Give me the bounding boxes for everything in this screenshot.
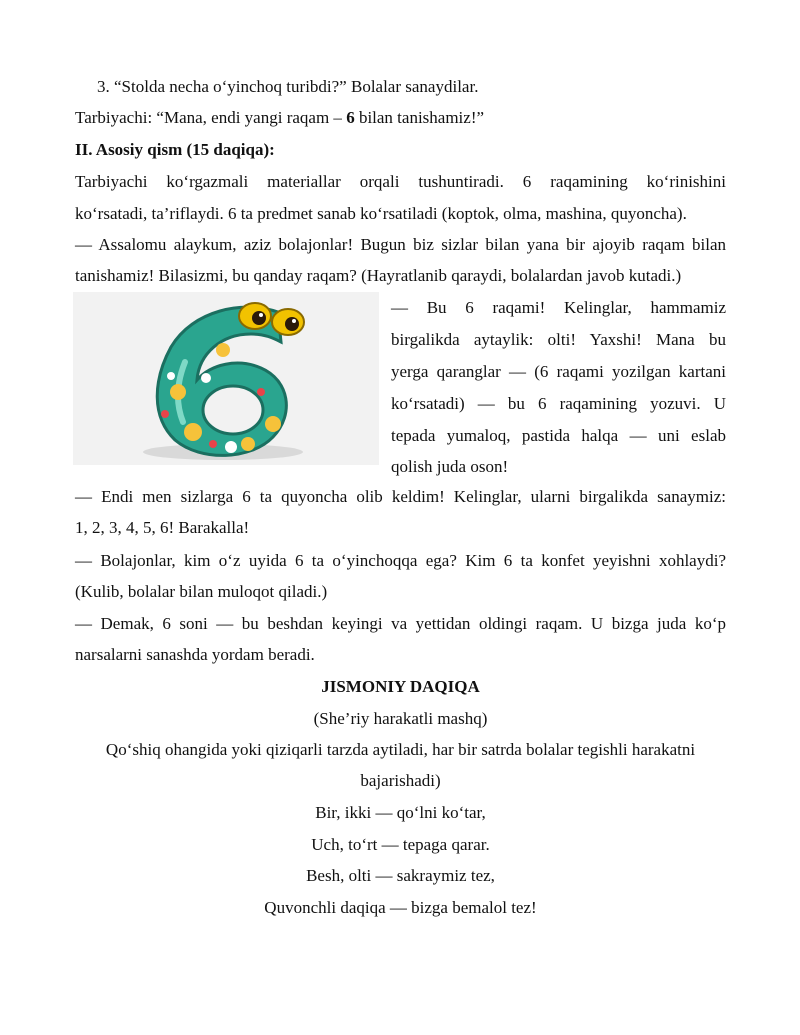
paragraph-line: Tarbiyachi ko‘rgazmali materiallar orqali tushuntiradi. 6 raqamining ko‘rinishini xyxy=(75,172,726,191)
poem-line: Besh, olti — sakraymiz tez, xyxy=(306,866,495,885)
wrapped-line: — Bu 6 raqami! Kelinglar, hammamiz xyxy=(391,298,726,317)
number-six-bold: 6 xyxy=(346,108,355,127)
section-title: JISMONIY DAQIQA xyxy=(321,677,480,696)
paragraph-line: (Kulib, bolalar bilan muloqot qiladi.) xyxy=(75,582,328,601)
section-heading: II. Asosiy qism (15 daqiqa): xyxy=(75,140,275,159)
note-line: Qo‘shiq ohangida yoki qiziqarli tarzda aytiladi, har bir satrda bolalar tegishli harakatni xyxy=(105,740,696,759)
teacher-intro-line xyxy=(75,102,726,133)
poem-line: Uch, to‘rt — tepaga qarar. xyxy=(311,835,490,854)
poem-line: Bir, ikki — qo‘lni ko‘tar, xyxy=(315,803,486,822)
teacher-intro-end: bilan tanishamiz!” xyxy=(354,108,485,127)
list-item-3: 3. “Stolda necha o‘yinchoq turibdi?” Bolalar sanaydilar. xyxy=(97,77,479,96)
teacher-intro-text: Tarbiyachi: “Mana, endi yangi raqam – xyxy=(75,108,347,127)
paragraph-line: — Assalomu alaykum, aziz bolajonlar! Bugun biz sizlar bilan yana bir ajoyib raqam bilan xyxy=(75,235,726,254)
paragraph-line: — Endi men sizlarga 6 ta quyoncha olib keldim! Kelinglar, ularni birgalikda sanaymiz: xyxy=(75,487,726,506)
paragraph-line: narsalarni sanashda yordam beradi. xyxy=(75,645,315,664)
number-six-illustration xyxy=(73,292,379,465)
note-line: bajarishadi) xyxy=(360,771,441,790)
section-subtitle: (She’riy harakatli mashq) xyxy=(313,709,488,728)
paragraph-line: tanishamiz! Bilasizmi, bu qanday raqam? (Hayratlanib qaraydi, bolalardan javob kutadi.) xyxy=(75,266,682,285)
paragraph-line: 1, 2, 3, 4, 5, 6! Barakalla! xyxy=(75,518,250,537)
paragraph-line: ko‘rsatadi, ta’riflaydi. 6 ta predmet sanab ko‘rsatiladi (koptok, olma, mashina, quyoncha). xyxy=(75,204,687,223)
wrapped-line: tepada yumaloq, pastida halqa — uni eslab xyxy=(391,426,726,445)
wrapped-line: ko‘rsatadi) — bu 6 raqamining yozuvi. U xyxy=(391,394,726,413)
paragraph-line: — Bolajonlar, kim o‘z uyida 6 ta o‘yinchoqqa ega? Kim 6 ta konfet yeyishni xohlaydi? xyxy=(75,551,726,570)
wrapped-line: yerga qaranglar — (6 raqami yozilgan kartani xyxy=(391,362,726,381)
paragraph-line: — Demak, 6 soni — bu beshdan keyingi va yettidan oldingi raqam. U bizga juda ko‘p xyxy=(75,614,726,633)
cartoon-number-six-icon xyxy=(73,292,379,465)
wrapped-line: qolish juda oson! xyxy=(391,457,509,476)
wrapped-line: birgalikda aytaylik: olti! Yaxshi! Mana bu xyxy=(391,330,726,349)
poem-line: Quvonchli daqiqa — bizga bemalol tez! xyxy=(264,898,537,917)
